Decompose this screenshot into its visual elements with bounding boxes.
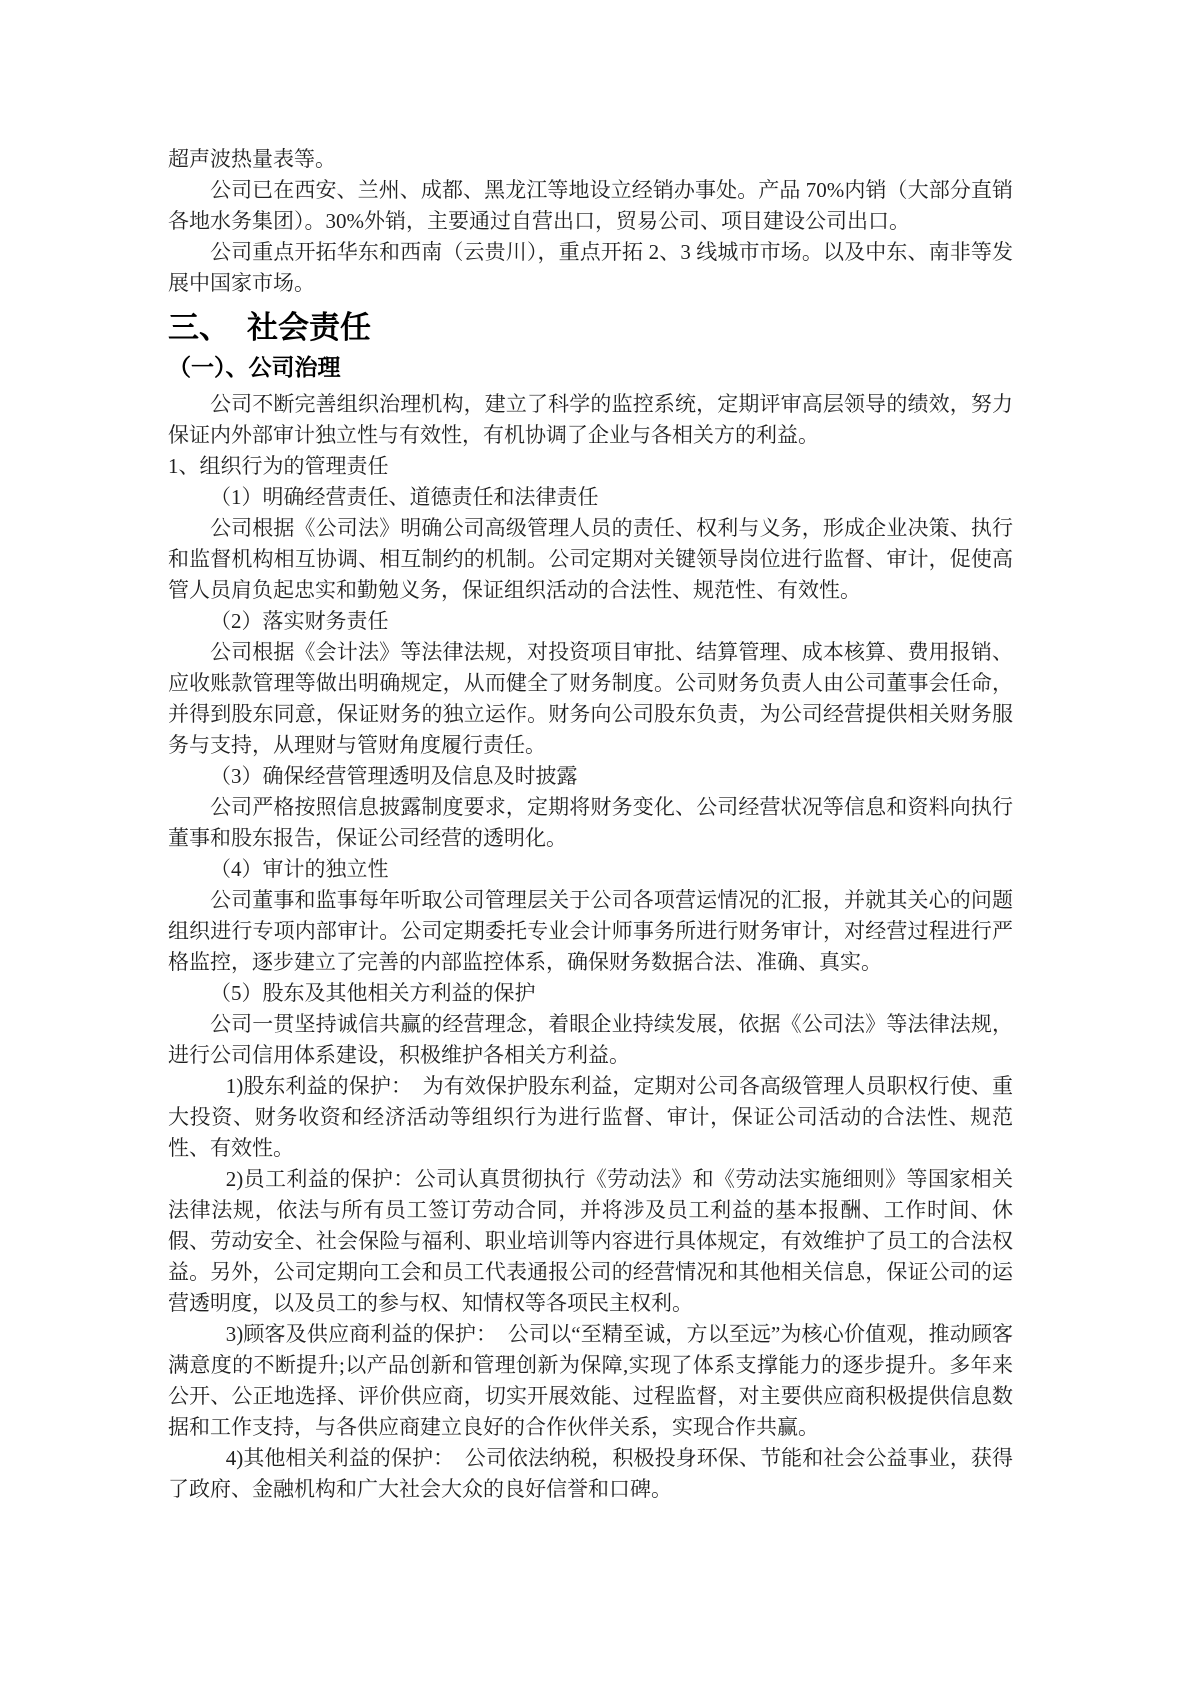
paragraph-credit-system: 公司一贯坚持诚信共赢的经营理念，着眼企业持续发展，依据《公司法》等法律法规，进行公司信用体系建设，积极维护各相关方利益。	[168, 1012, 1013, 1067]
paragraph-accounting-law: 公司根据《会计法》等法律法规，对投资项目审批、结算管理、成本核算、费用报销、应收账款管理等做出明确规定，从而健全了财务制度。公司财务负责人由公司董事会任命，并得到股东同意，保证财务的独立运作。财务向公司股东负责，为公司经营提供相关财务服务与支持，从理财与管财角度履行责任。	[168, 640, 1013, 757]
paragraph-company-law: 公司根据《公司法》明确公司高级管理人员的责任、权利与义务，形成企业决策、执行和监督机构相互协调、相互制约的机制。公司定期对关键领导岗位进行监督、审计，促使高管人员肩负起忠实和勤勉义务，保证组织活动的合法性、规范性、有效性。	[168, 516, 1013, 602]
list-item-org-responsibility: 1、组织行为的管理责任	[168, 454, 389, 478]
section-number: 三、	[168, 310, 230, 345]
subitem-employee-protection: 2)员工利益的保护：公司认真贯彻执行《劳动法》和《劳动法实施细则》等国家相关法律法规，依法与所有员工签订劳动合同，并将涉及员工利益的基本报酬、工作时间、休假、劳动安全、社会保险与福利、职业培训等内容进行具体规定，有效维护了员工的合法权益。另外，公司定期向工会和员工代表通报公司的经营情况和其他相关信息，保证公司的运营透明度，以及员工的参与权、知情权等各项民主权利。	[168, 1167, 1013, 1315]
paragraph-disclosure: 公司严格按照信息披露制度要求，定期将财务变化、公司经营状况等信息和资料向执行董事和股东报告，保证公司经营的透明化。	[168, 795, 1013, 850]
list-item-5-heading: （5）股东及其他相关方利益的保护	[210, 981, 536, 1005]
paragraph-audit-independence: 公司董事和监事每年听取公司管理层关于公司各项营运情况的汇报，并就其关心的问题组织进行专项内部审计。公司定期委托专业会计师事务所进行财务审计，对经营过程进行严格监控，逐步建立了完善的内部监控体系，确保财务数据合法、准确、真实。	[168, 888, 1013, 974]
subitem-shareholder-protection: 1)股东利益的保护： 为有效保护股东利益，定期对公司各高级管理人员职权行使、重大投资、财务收资和经济活动等组织行为进行监督、审计，保证公司活动的合法性、规范性、有效性。	[168, 1074, 1013, 1160]
paragraph-governance-intro: 公司不断完善组织治理机构，建立了科学的监控系统，定期评审高层领导的绩效，努力保证内外部审计独立性与有效性，有机协调了企业与各相关方的利益。	[168, 392, 1013, 447]
list-item-4-heading: （4）审计的独立性	[210, 857, 389, 881]
paragraph-sales-offices: 公司已在西安、兰州、成都、黑龙江等地设立经销办事处。产品 70%内销（大部分直销各地水务集团）。30%外销，主要通过自营出口，贸易公司、项目建设公司出口。	[168, 178, 1013, 233]
subitem-customer-supplier-protection: 3)顾客及供应商利益的保护： 公司以“至精至诚，方以至远”为核心价值观，推动顾客满意度的不断提升;以产品创新和管理创新为保障,实现了体系支撑能力的逐步提升。多年来公开、公正地选择、评价供应商，切实开展效能、过程监督，对主要供应商积极提供信息数据和工作支持，与各供应商建立良好的合作伙伴关系，实现合作共赢。	[168, 1322, 1013, 1439]
paragraph-market-expansion: 公司重点开拓华东和西南（云贵川），重点开拓 2、3 线城市市场。以及中东、南非等发展中国家市场。	[168, 240, 1013, 295]
section-heading	[168, 305, 1013, 351]
list-item-1-heading: （1）明确经营责任、道德责任和法律责任	[210, 485, 599, 509]
list-item-3-heading: （3）确保经营管理透明及信息及时披露	[210, 764, 578, 788]
list-item-2-heading: （2）落实财务责任	[210, 609, 389, 633]
subsection-heading: （一）、公司治理	[168, 355, 341, 380]
subitem-other-interests-protection: 4)其他相关利益的保护： 公司依法纳税，积极投身环保、节能和社会公益事业，获得了政府、金融机构和广大社会大众的良好信誉和口碑。	[168, 1446, 1013, 1501]
paragraph-continuation: 超声波热量表等。	[168, 147, 336, 171]
section-title: 社会责任	[247, 310, 371, 345]
document-content	[168, 144, 1013, 1505]
